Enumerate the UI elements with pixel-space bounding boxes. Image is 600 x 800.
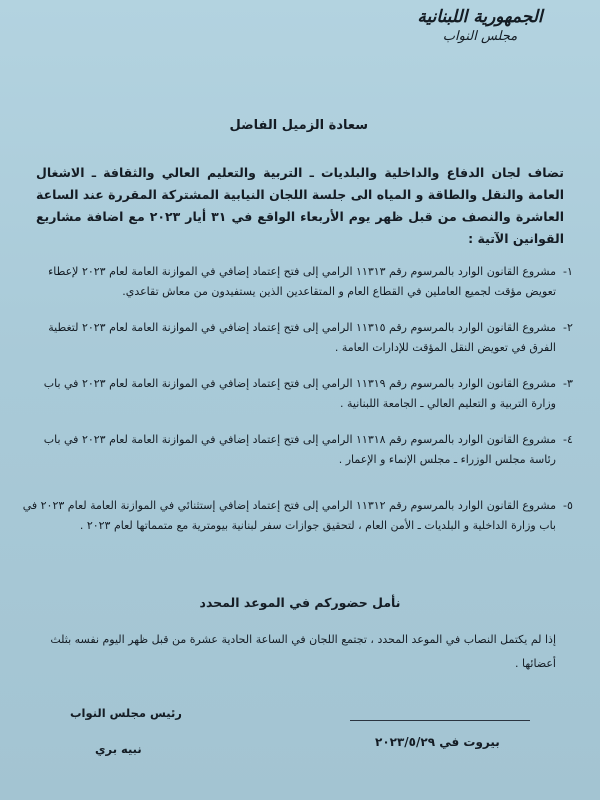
signatory-name: نبيه بري bbox=[95, 742, 142, 756]
document-date: بيروت في ٢٠٢٣/٥/٢٩ bbox=[375, 735, 500, 749]
signatory-title: رئيس مجلس النواب bbox=[70, 706, 182, 720]
bill-text: مشروع القانون الوارد بالمرسوم رقم ١١٣١٣ الرامي إلى فتح إعتماد إضافي في الموازنة العامة لعام ٢٠٢٣ لإعطاء تعويض مؤقت لجميع العاملين في القطاع العام و المتقاعدين الذين يستفيدون من معاش تقاعدي. bbox=[48, 265, 556, 298]
bill-number: ٣- bbox=[563, 377, 573, 390]
bill-number: ٤- bbox=[563, 433, 573, 446]
bill-number: ١- bbox=[563, 265, 573, 278]
bill-item-1 bbox=[20, 262, 580, 302]
intro-paragraph: تضاف لجان الدفاع والداخلية والبلديات ـ التربية والتعليم العالي والثقافة ـ الاشغال العامة والنقل والطاقة و المياه الى جلسة اللجان النيابية المشتركة المقررة عند الساعة العاشرة والنصف من قبل ظهر يوم الأربعاء الواقع في ٣١ أيار ٢٠٢٣ مع اضافة مشاريع القوانين الآتية : bbox=[36, 165, 564, 246]
signature-line bbox=[350, 720, 530, 721]
bill-text: مشروع القانون الوارد بالمرسوم رقم ١١٣١٢ الرامي إلى فتح إعتماد إضافي إستثنائي في الموازنة العامة لعام ٢٠٢٣ في باب وزارة الداخلية و البلديات ـ الأمن العام ، لتحقيق جوازات سفر لبنانية بيومترية مع متمماتها لعام ٢٠٢٣ . bbox=[22, 499, 556, 532]
letterhead-parliament: مجلس النواب bbox=[442, 29, 518, 44]
letterhead bbox=[380, 6, 580, 46]
bill-number: ٢- bbox=[563, 321, 573, 334]
salutation: سعادة الزميل الفاضل bbox=[229, 118, 368, 133]
bill-number: ٥- bbox=[563, 499, 573, 512]
bill-item-5 bbox=[20, 496, 580, 536]
quorum-note: إذا لم يكتمل النصاب في الموعد المحدد ، تجتمع اللجان في الساعة الحادية عشرة من قبل ظهر اليوم نفسه بثلث أعضائها . bbox=[50, 633, 556, 670]
bill-item-3 bbox=[20, 374, 580, 414]
bill-item-4 bbox=[20, 430, 580, 470]
bill-text: مشروع القانون الوارد بالمرسوم رقم ١١٣١٩ الرامي إلى فتح إعتماد إضافي في الموازنة العامة لعام ٢٠٢٣ في باب وزارة التربية و التعليم العالي ـ الجامعة اللبنانية . bbox=[43, 377, 556, 410]
bill-text: مشروع القانون الوارد بالمرسوم رقم ١١٣١٨ الرامي إلى فتح إعتماد إضافي في الموازنة العامة لعام ٢٠٢٣ في باب رئاسة مجلس الوزراء ـ مجلس الإنماء و الإعمار . bbox=[43, 433, 556, 466]
bill-item-2 bbox=[20, 318, 580, 358]
bill-list bbox=[20, 262, 580, 552]
bill-text: مشروع القانون الوارد بالمرسوم رقم ١١٣١٥ الرامي إلى فتح إعتماد إضافي في الموازنة العامة لعام ٢٠٢٣ لتغطية الفرق في تعويض النقل المؤقت للإدارات العامة . bbox=[48, 321, 556, 354]
closing-line: نأمل حضوركم في الموعد المحدد bbox=[199, 595, 401, 610]
letterhead-republic: الجمهورية اللبنانية bbox=[417, 7, 543, 27]
